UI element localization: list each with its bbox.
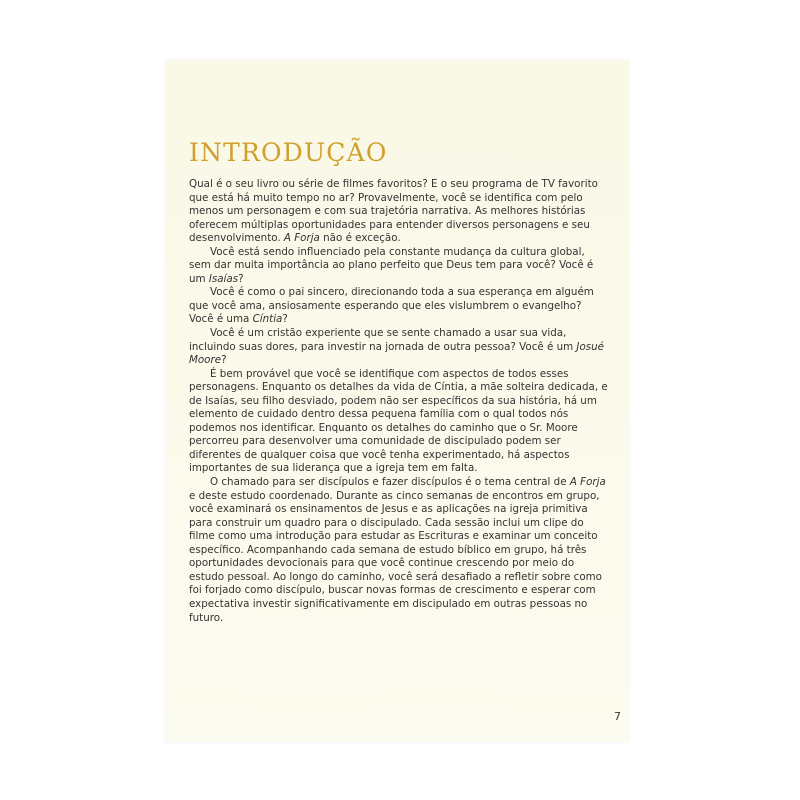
paragraph-4-italic: Josué Moore [189, 340, 604, 367]
paragraph-6 [189, 476, 608, 625]
paragraph-6-text-a: O chamado para ser discípulos e fazer discípulos é o tema central de [210, 476, 567, 489]
paragraph-4-text-a: Você é um cristão experiente que se sente chamado a usar sua vida, incluindo suas dores, para investir na jornada de outra pessoa? Você é um [189, 327, 574, 353]
paragraph-3-italic: Cíntia [252, 313, 283, 326]
paragraph-5: É bem provável que você se identifique com aspectos de todos esses personagens. Enquanto os detalhes da vida de Cíntia, a mãe solteira dedicada, e de Isaías, seu filho desviado, podem não ser específicos da sua história, há um elemento de cuidado dentro dessa pequena família com o qual todos nós podemos nos identificar. Enquanto os detalhes do caminho que o Sr. Moore percorreu para desenvolver uma comunidade de discipulado podem ser diferentes de qualquer coisa que você tenha experimentado, há aspectos importantes de sua liderança que a igreja tem em falta. [189, 367, 608, 475]
page-title: INTRODUÇÃO [189, 138, 388, 167]
paragraph-2-italic: Isaías [208, 272, 239, 285]
paragraph-1 [189, 178, 608, 246]
paragraph-2-text-a: Você está sendo influenciado pela constante mudança da cultura global, sem dar muita importância ao plano perfeito que Deus tem para você? Você é um [189, 245, 594, 285]
body-text [189, 178, 608, 625]
paragraph-3-text-a: Você é como o pai sincero, direcionando toda a sua esperança em alguém que você ama, ansiosamente esperando que eles vislumbrem o evangelho? Você é uma [189, 286, 594, 326]
paragraph-3-text-b: ? [282, 313, 288, 326]
paragraph-3 [189, 286, 608, 327]
paragraph-2-text-b: ? [238, 272, 244, 285]
book-page [165, 60, 629, 742]
paragraph-6-text-b: e deste estudo coordenado. Durante as cinco semanas de encontros em grupo, você examinará os ensinamentos de Jesus e as aplicações na igreja primitiva para construir um quadro para o discipulado. Cada sessão inclui um clipe do filme como uma introdução para estudar as Escrituras e examinar um conceito específico. Acompanhando cada semana de estudo bíblico em grupo, há três oportunidades devocionais para que você continue crescendo por meio do estudo pessoal. Ao longo do caminho, você será desafiado a refletir sobre como foi forjado como discípulo, buscar novas formas de crescimento e esperar com expectativa investir significativamente em discipulado em outras pessoas no futuro. [189, 489, 602, 624]
paragraph-1-italic: A Forja [283, 232, 320, 245]
paragraph-4 [189, 327, 608, 368]
paragraph-1-text-a: Qual é o seu livro ou série de filmes favoritos? E o seu programa de TV favorito que está há muito tempo no ar? Provavelmente, você se identifica com pelo menos um personagem e com sua trajetória narrativa. As melhores histórias oferecem múltiplas oportunidades para entender diversos personagens e seu desenvolvimento. [189, 178, 598, 245]
paragraph-4-text-b: ? [221, 354, 227, 367]
paragraph-2 [189, 246, 608, 287]
paragraph-1-text-b: não é exceção. [323, 232, 401, 245]
paragraph-6-italic: A Forja [569, 476, 606, 489]
page-number: 7 [614, 710, 621, 723]
